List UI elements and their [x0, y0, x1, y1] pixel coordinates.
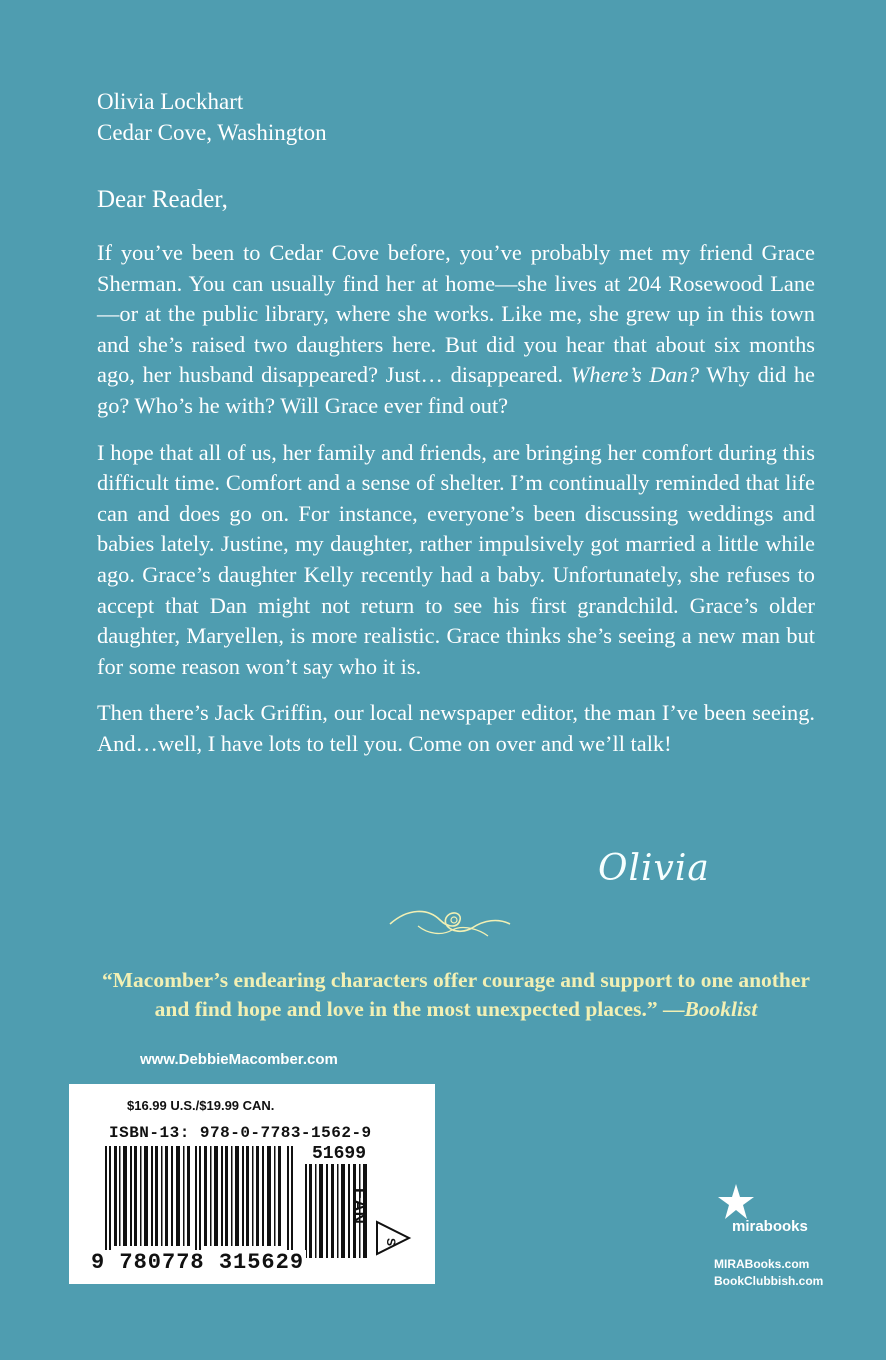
- letter: [97, 86, 815, 776]
- author-website: www.DebbieMacomber.com: [140, 1051, 338, 1068]
- ean-label: EAN: [350, 1188, 369, 1224]
- letter-paragraph-2: I hope that all of us, her family and friends, are bringing her comfort during this difficult time. Comfort and a sense of shelter. I’m continually reminded that life can and does go on. For instance, everyone’s been discussing weddings and babies lately. Justine, my daughter, rather impulsively got married a little while ago. Grace’s daughter Kelly recently had a baby. Unfortunately, she refuses to accept that Dan might not return to see his first grandchild. Grace’s older daughter, Maryellen, is more realistic. Grace thinks she’s seeing a new man but for some reason won’t say who it is.: [97, 439, 815, 679]
- letter-from-place: Cedar Cove, Washington: [97, 120, 327, 145]
- letter-from-name: Olivia Lockhart: [97, 89, 244, 114]
- review-source: Booklist: [684, 997, 758, 1021]
- warning-letter: S: [384, 1237, 399, 1247]
- star-logo-icon: [714, 1182, 758, 1222]
- ean-barcode-icon: [105, 1146, 295, 1258]
- publisher-url-1: MIRABooks.com: [714, 1257, 810, 1271]
- addon-number: 51699: [312, 1144, 367, 1164]
- price-label: $16.99 U.S./$19.99 CAN.: [127, 1098, 275, 1113]
- publisher-url-2: BookClubbish.com: [714, 1274, 824, 1288]
- publisher-logo: [714, 1182, 834, 1242]
- barcode-panel: [69, 1084, 435, 1284]
- publisher-name: mirabooks: [732, 1218, 808, 1235]
- letter-salutation: Dear Reader,: [97, 186, 228, 213]
- letter-emphasis: Where’s Dan?: [570, 362, 700, 388]
- letter-paragraph-1: If you’ve been to Cedar Cove before, you’ve probably met my friend Grace Sherman. You can usually find her at home—she lives at 204 Rosewood Lane—or at the public library, where she works. Like me, she grew up in this town and she’s raised two daughters here. But did you hear that about six months ago, her husband disappeared? Just… disappeared. Where’s Dan? Why did he go? Who’s he with? Will Grace ever find out?: [97, 240, 815, 418]
- ean-number: 9 780778 315629: [91, 1250, 305, 1275]
- review-blurb: “Macomber’s endearing characters offer courage and support to one another and find hope and love in the most unexpected places.” —Booklist: [102, 968, 810, 1021]
- isbn-label: ISBN-13: 978-0-7783-1562-9: [109, 1124, 372, 1142]
- letter-paragraph-3: Then there’s Jack Griffin, our local newspaper editor, the man I’ve been seeing. And…well, I have lots to tell you. Come on over and we’ll talk!: [97, 700, 815, 756]
- signature: Olivia: [598, 848, 710, 889]
- flourish-ornament-icon: [388, 902, 512, 942]
